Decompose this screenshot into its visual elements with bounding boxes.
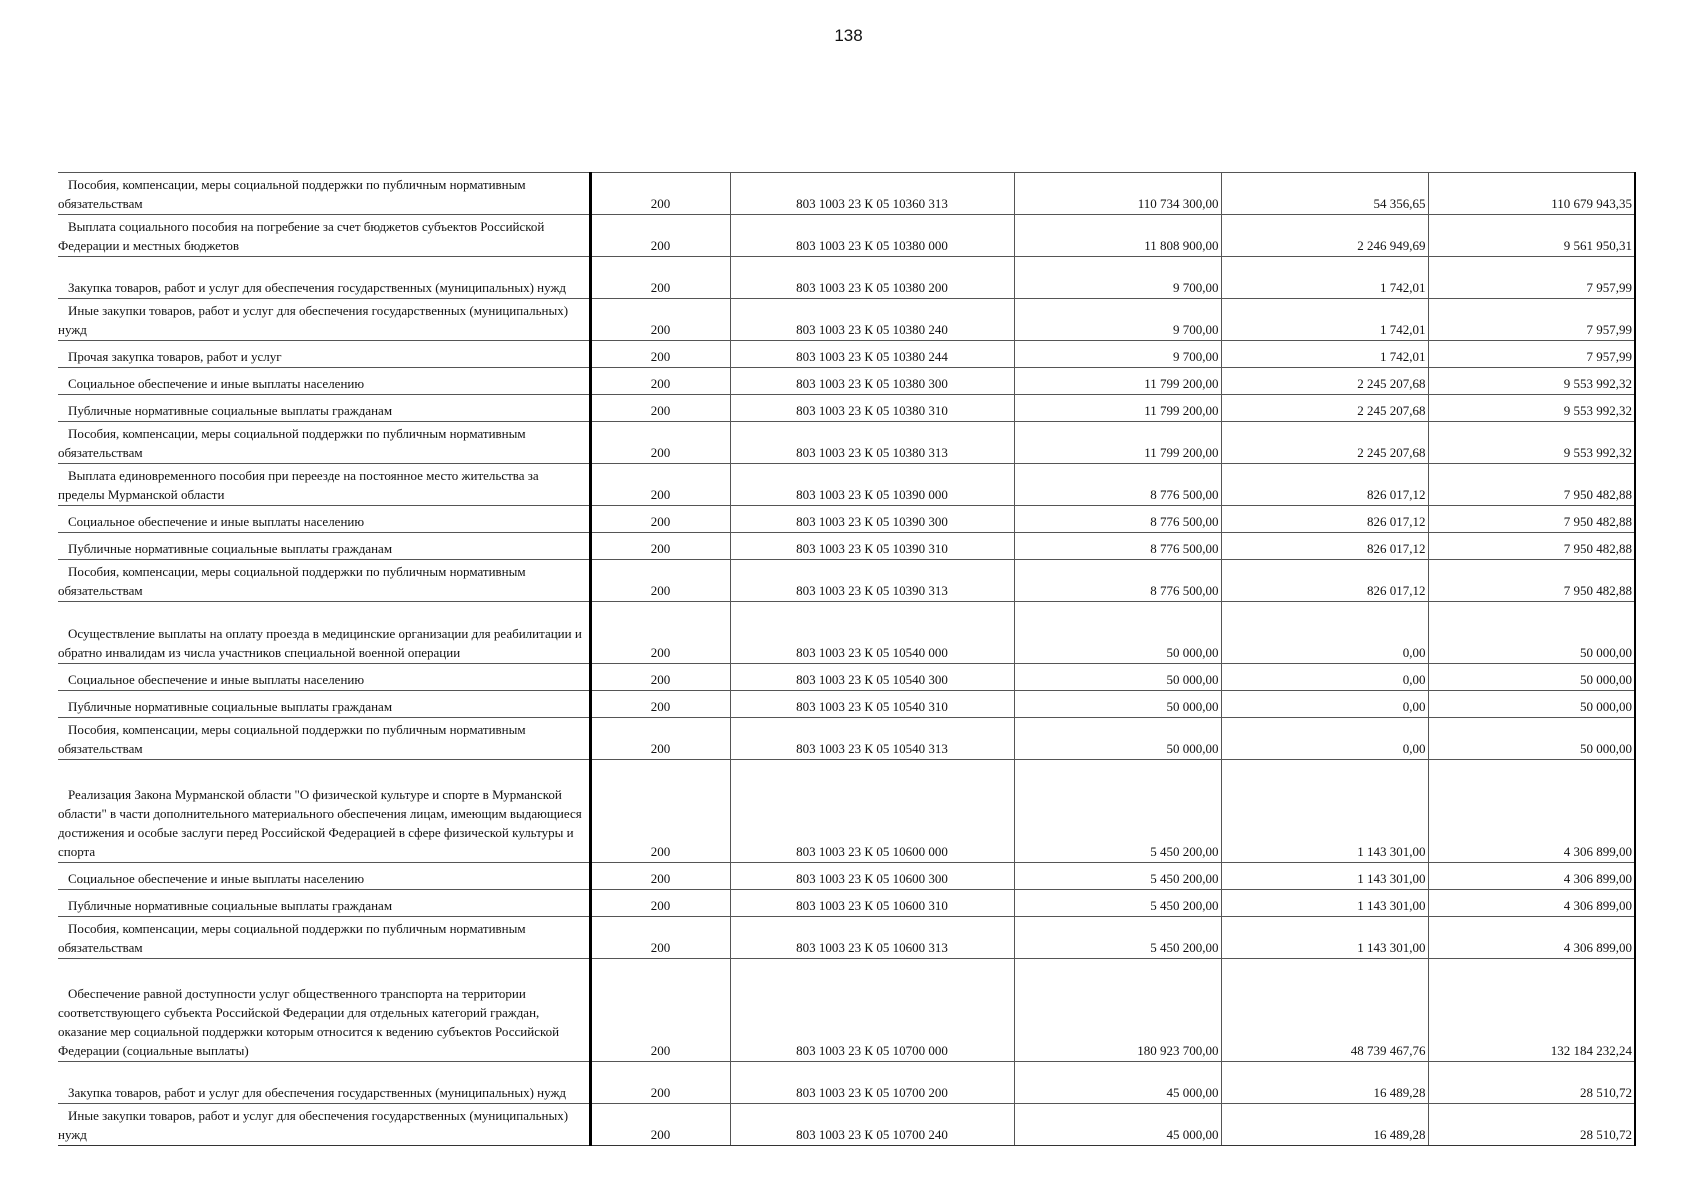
row-executed-cell: 1 143 301,00 xyxy=(1221,890,1428,917)
row-code-cell: 200 xyxy=(590,602,730,664)
row-remaining-cell: 7 957,99 xyxy=(1428,257,1635,299)
row-name-cell: Прочая закупка товаров, работ и услуг xyxy=(58,341,590,368)
table-row xyxy=(58,664,1635,691)
row-kbk-cell: 803 1003 23 К 05 10700 200 xyxy=(730,1062,1014,1104)
row-executed-cell: 48 739 467,76 xyxy=(1221,959,1428,1062)
row-executed-cell: 54 356,65 xyxy=(1221,173,1428,215)
row-approved-cell: 180 923 700,00 xyxy=(1014,959,1221,1062)
row-executed-cell: 1 742,01 xyxy=(1221,299,1428,341)
row-kbk-cell: 803 1003 23 К 05 10600 313 xyxy=(730,917,1014,959)
row-code-cell: 200 xyxy=(590,395,730,422)
row-approved-cell: 110 734 300,00 xyxy=(1014,173,1221,215)
row-name-cell: Пособия, компенсации, меры социальной поддержки по публичным нормативным обязательствам xyxy=(58,718,590,760)
row-code-cell: 200 xyxy=(590,1062,730,1104)
row-name-cell: Закупка товаров, работ и услуг для обеспечения государственных (муниципальных) нужд xyxy=(58,257,590,299)
table-row xyxy=(58,602,1635,664)
table-row xyxy=(58,533,1635,560)
row-code-cell: 200 xyxy=(590,299,730,341)
table-row xyxy=(58,299,1635,341)
row-kbk-cell: 803 1003 23 К 05 10540 310 xyxy=(730,691,1014,718)
row-kbk-cell: 803 1003 23 К 05 10600 310 xyxy=(730,890,1014,917)
table-row xyxy=(58,173,1635,215)
row-kbk-cell: 803 1003 23 К 05 10360 313 xyxy=(730,173,1014,215)
row-executed-cell: 826 017,12 xyxy=(1221,533,1428,560)
budget-execution-table xyxy=(58,172,1636,1146)
row-approved-cell: 8 776 500,00 xyxy=(1014,464,1221,506)
row-remaining-cell: 9 561 950,31 xyxy=(1428,215,1635,257)
row-approved-cell: 50 000,00 xyxy=(1014,718,1221,760)
row-executed-cell: 826 017,12 xyxy=(1221,560,1428,602)
row-remaining-cell: 4 306 899,00 xyxy=(1428,760,1635,863)
row-name-cell: Пособия, компенсации, меры социальной поддержки по публичным нормативным обязательствам xyxy=(58,560,590,602)
row-kbk-cell: 803 1003 23 К 05 10540 313 xyxy=(730,718,1014,760)
row-approved-cell: 50 000,00 xyxy=(1014,602,1221,664)
row-kbk-cell: 803 1003 23 К 05 10700 240 xyxy=(730,1104,1014,1146)
row-code-cell: 200 xyxy=(590,691,730,718)
row-approved-cell: 5 450 200,00 xyxy=(1014,917,1221,959)
row-kbk-cell: 803 1003 23 К 05 10700 000 xyxy=(730,959,1014,1062)
table-row xyxy=(58,215,1635,257)
row-remaining-cell: 4 306 899,00 xyxy=(1428,863,1635,890)
table-body xyxy=(58,173,1635,1146)
row-remaining-cell: 28 510,72 xyxy=(1428,1104,1635,1146)
row-approved-cell: 45 000,00 xyxy=(1014,1104,1221,1146)
row-name-cell: Обеспечение равной доступности услуг общественного транспорта на территории соответствующего субъекта Российской Федерации для отдельных категорий граждан, оказание мер социальной поддержки которым относится к ведению субъектов Российской Федерации (социальные выплаты) xyxy=(58,959,590,1062)
row-approved-cell: 8 776 500,00 xyxy=(1014,560,1221,602)
row-name-cell: Выплата единовременного пособия при переезде на постоянное место жительства за пределы Мурманской области xyxy=(58,464,590,506)
row-name-cell: Социальное обеспечение и иные выплаты населению xyxy=(58,368,590,395)
row-approved-cell: 50 000,00 xyxy=(1014,664,1221,691)
row-name-cell: Публичные нормативные социальные выплаты гражданам xyxy=(58,691,590,718)
table-row xyxy=(58,464,1635,506)
row-kbk-cell: 803 1003 23 К 05 10390 300 xyxy=(730,506,1014,533)
row-code-cell: 200 xyxy=(590,1104,730,1146)
row-name-cell: Закупка товаров, работ и услуг для обеспечения государственных (муниципальных) нужд xyxy=(58,1062,590,1104)
row-approved-cell: 9 700,00 xyxy=(1014,341,1221,368)
row-approved-cell: 11 799 200,00 xyxy=(1014,422,1221,464)
table-row xyxy=(58,1104,1635,1146)
table-row xyxy=(58,341,1635,368)
row-approved-cell: 45 000,00 xyxy=(1014,1062,1221,1104)
row-approved-cell: 11 799 200,00 xyxy=(1014,368,1221,395)
row-executed-cell: 2 245 207,68 xyxy=(1221,395,1428,422)
row-code-cell: 200 xyxy=(590,760,730,863)
row-code-cell: 200 xyxy=(590,718,730,760)
table-row xyxy=(58,890,1635,917)
row-name-cell: Публичные нормативные социальные выплаты гражданам xyxy=(58,890,590,917)
row-code-cell: 200 xyxy=(590,257,730,299)
row-executed-cell: 0,00 xyxy=(1221,664,1428,691)
row-kbk-cell: 803 1003 23 К 05 10380 300 xyxy=(730,368,1014,395)
table-row xyxy=(58,395,1635,422)
row-executed-cell: 2 245 207,68 xyxy=(1221,422,1428,464)
row-approved-cell: 8 776 500,00 xyxy=(1014,533,1221,560)
row-executed-cell: 1 143 301,00 xyxy=(1221,760,1428,863)
row-code-cell: 200 xyxy=(590,368,730,395)
row-executed-cell: 1 143 301,00 xyxy=(1221,863,1428,890)
row-approved-cell: 9 700,00 xyxy=(1014,257,1221,299)
row-executed-cell: 16 489,28 xyxy=(1221,1062,1428,1104)
row-kbk-cell: 803 1003 23 К 05 10380 244 xyxy=(730,341,1014,368)
row-remaining-cell: 50 000,00 xyxy=(1428,718,1635,760)
table-row xyxy=(58,917,1635,959)
table-row xyxy=(58,691,1635,718)
row-remaining-cell: 110 679 943,35 xyxy=(1428,173,1635,215)
row-name-cell: Пособия, компенсации, меры социальной поддержки по публичным нормативным обязательствам xyxy=(58,422,590,464)
page-number: 138 xyxy=(834,26,863,45)
row-executed-cell: 826 017,12 xyxy=(1221,464,1428,506)
row-code-cell: 200 xyxy=(590,341,730,368)
row-name-cell: Пособия, компенсации, меры социальной поддержки по публичным нормативным обязательствам xyxy=(58,917,590,959)
row-name-cell: Социальное обеспечение и иные выплаты населению xyxy=(58,863,590,890)
table-row xyxy=(58,422,1635,464)
row-remaining-cell: 9 553 992,32 xyxy=(1428,368,1635,395)
row-code-cell: 200 xyxy=(590,917,730,959)
row-kbk-cell: 803 1003 23 К 05 10600 300 xyxy=(730,863,1014,890)
row-approved-cell: 8 776 500,00 xyxy=(1014,506,1221,533)
row-name-cell: Иные закупки товаров, работ и услуг для обеспечения государственных (муниципальных) нужд xyxy=(58,299,590,341)
row-approved-cell: 5 450 200,00 xyxy=(1014,890,1221,917)
row-code-cell: 200 xyxy=(590,664,730,691)
row-remaining-cell: 7 957,99 xyxy=(1428,341,1635,368)
table-row xyxy=(58,368,1635,395)
row-remaining-cell: 50 000,00 xyxy=(1428,602,1635,664)
row-remaining-cell: 132 184 232,24 xyxy=(1428,959,1635,1062)
row-kbk-cell: 803 1003 23 К 05 10540 000 xyxy=(730,602,1014,664)
row-kbk-cell: 803 1003 23 К 05 10390 313 xyxy=(730,560,1014,602)
table-row xyxy=(58,863,1635,890)
row-remaining-cell: 7 950 482,88 xyxy=(1428,464,1635,506)
row-approved-cell: 5 450 200,00 xyxy=(1014,760,1221,863)
row-remaining-cell: 7 950 482,88 xyxy=(1428,533,1635,560)
row-remaining-cell: 9 553 992,32 xyxy=(1428,422,1635,464)
row-executed-cell: 0,00 xyxy=(1221,691,1428,718)
row-executed-cell: 0,00 xyxy=(1221,718,1428,760)
row-executed-cell: 0,00 xyxy=(1221,602,1428,664)
table-row xyxy=(58,718,1635,760)
row-remaining-cell: 7 957,99 xyxy=(1428,299,1635,341)
row-code-cell: 200 xyxy=(590,959,730,1062)
row-name-cell: Социальное обеспечение и иные выплаты населению xyxy=(58,664,590,691)
row-name-cell: Реализация Закона Мурманской области "О физической культуре и спорте в Мурманской области" в части дополнительного материального обеспечения лицам, имеющим выдающиеся достижения и особые заслуги перед Российской Федерацией в сфере физической культуры и спорта xyxy=(58,760,590,863)
row-name-cell: Пособия, компенсации, меры социальной поддержки по публичным нормативным обязательствам xyxy=(58,173,590,215)
table-row xyxy=(58,506,1635,533)
row-kbk-cell: 803 1003 23 К 05 10380 000 xyxy=(730,215,1014,257)
row-executed-cell: 2 245 207,68 xyxy=(1221,368,1428,395)
row-remaining-cell: 7 950 482,88 xyxy=(1428,506,1635,533)
row-executed-cell: 1 742,01 xyxy=(1221,341,1428,368)
row-executed-cell: 2 246 949,69 xyxy=(1221,215,1428,257)
row-kbk-cell: 803 1003 23 К 05 10380 240 xyxy=(730,299,1014,341)
table-row xyxy=(58,760,1635,863)
row-remaining-cell: 28 510,72 xyxy=(1428,1062,1635,1104)
row-approved-cell: 9 700,00 xyxy=(1014,299,1221,341)
row-approved-cell: 11 808 900,00 xyxy=(1014,215,1221,257)
row-remaining-cell: 9 553 992,32 xyxy=(1428,395,1635,422)
table-row xyxy=(58,959,1635,1062)
row-code-cell: 200 xyxy=(590,506,730,533)
row-kbk-cell: 803 1003 23 К 05 10390 310 xyxy=(730,533,1014,560)
row-code-cell: 200 xyxy=(590,533,730,560)
row-kbk-cell: 803 1003 23 К 05 10390 000 xyxy=(730,464,1014,506)
table-row xyxy=(58,257,1635,299)
row-name-cell: Публичные нормативные социальные выплаты гражданам xyxy=(58,395,590,422)
row-approved-cell: 50 000,00 xyxy=(1014,691,1221,718)
row-executed-cell: 826 017,12 xyxy=(1221,506,1428,533)
row-kbk-cell: 803 1003 23 К 05 10600 000 xyxy=(730,760,1014,863)
row-remaining-cell: 50 000,00 xyxy=(1428,664,1635,691)
row-kbk-cell: 803 1003 23 К 05 10380 200 xyxy=(730,257,1014,299)
row-code-cell: 200 xyxy=(590,422,730,464)
row-name-cell: Публичные нормативные социальные выплаты гражданам xyxy=(58,533,590,560)
row-remaining-cell: 7 950 482,88 xyxy=(1428,560,1635,602)
row-code-cell: 200 xyxy=(590,464,730,506)
row-name-cell: Выплата социального пособия на погребение за счет бюджетов субъектов Российской Федерации и местных бюджетов xyxy=(58,215,590,257)
table-row xyxy=(58,1062,1635,1104)
row-kbk-cell: 803 1003 23 К 05 10380 313 xyxy=(730,422,1014,464)
row-code-cell: 200 xyxy=(590,890,730,917)
row-code-cell: 200 xyxy=(590,173,730,215)
row-approved-cell: 5 450 200,00 xyxy=(1014,863,1221,890)
row-code-cell: 200 xyxy=(590,560,730,602)
row-name-cell: Иные закупки товаров, работ и услуг для обеспечения государственных (муниципальных) нужд xyxy=(58,1104,590,1146)
row-executed-cell: 1 742,01 xyxy=(1221,257,1428,299)
row-remaining-cell: 50 000,00 xyxy=(1428,691,1635,718)
row-kbk-cell: 803 1003 23 К 05 10380 310 xyxy=(730,395,1014,422)
row-approved-cell: 11 799 200,00 xyxy=(1014,395,1221,422)
row-code-cell: 200 xyxy=(590,215,730,257)
table-row xyxy=(58,560,1635,602)
row-executed-cell: 1 143 301,00 xyxy=(1221,917,1428,959)
row-executed-cell: 16 489,28 xyxy=(1221,1104,1428,1146)
row-name-cell: Социальное обеспечение и иные выплаты населению xyxy=(58,506,590,533)
row-remaining-cell: 4 306 899,00 xyxy=(1428,890,1635,917)
row-kbk-cell: 803 1003 23 К 05 10540 300 xyxy=(730,664,1014,691)
row-code-cell: 200 xyxy=(590,863,730,890)
row-name-cell: Осуществление выплаты на оплату проезда в медицинские организации для реабилитации и обратно инвалидам из числа участников специальной военной операции xyxy=(58,602,590,664)
row-remaining-cell: 4 306 899,00 xyxy=(1428,917,1635,959)
